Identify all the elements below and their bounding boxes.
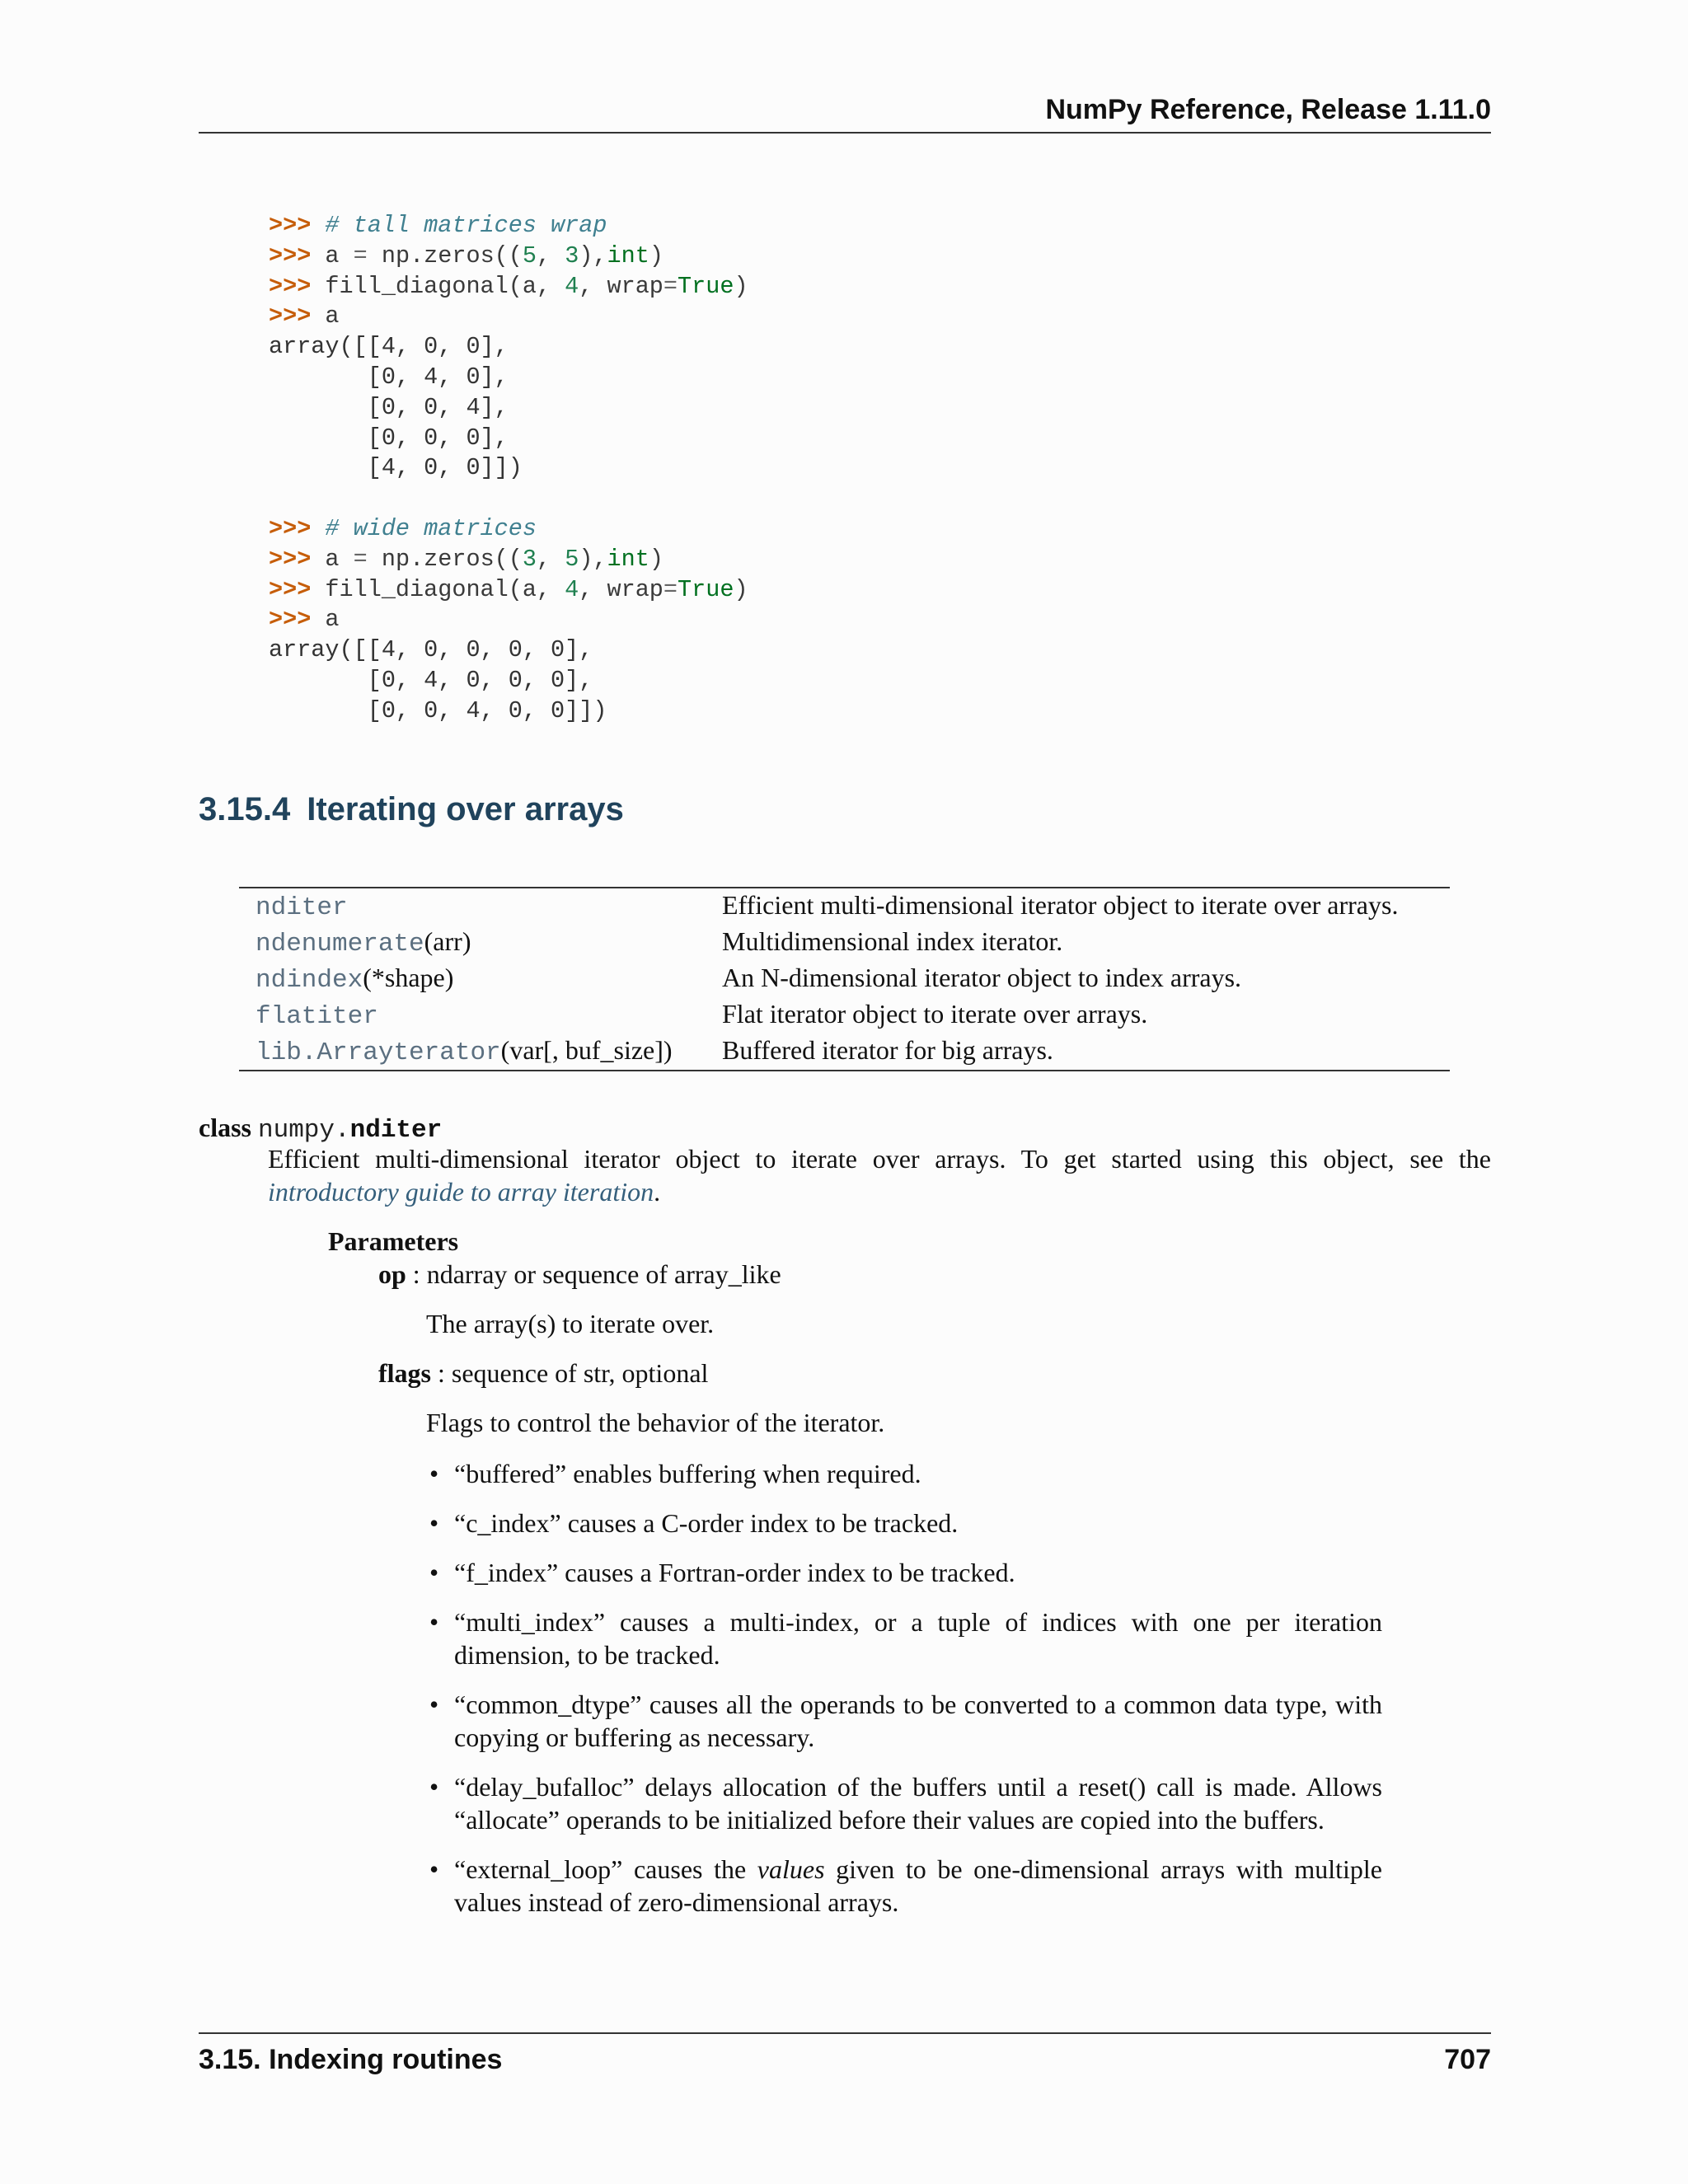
table-cell-name [239,961,722,997]
class-signature [199,1113,442,1145]
class-keyword: class [199,1113,251,1142]
api-link-nditer[interactable]: nditer [256,893,348,922]
code-token: ) [649,545,663,573]
iterator-summary-table [239,887,1450,1071]
code-number: 5 [522,241,537,269]
code-token: , wrap [579,575,663,603]
code-builtin: int [607,545,649,573]
code-token: = [353,545,368,573]
code-token: , wrap [579,272,663,300]
code-token: fill_diagonal(a, [325,272,565,300]
code-prompt: >>> [269,241,312,269]
table-row [239,888,1450,925]
code-token: ) [734,272,748,300]
code-number: 3 [522,545,537,573]
param-op-desc: The array(s) to iterate over. [426,1309,715,1338]
list-item: • “buffered” enables buffering when required. [426,1457,1382,1490]
code-prompt: >>> [269,514,312,542]
code-token: fill_diagonal(a, [325,575,565,603]
list-item-text: given to be one-dimensional arrays with multiple values instead of zero-dimensional arrays. [454,1854,1383,1917]
code-token: ), [579,241,607,269]
param-flags [378,1358,708,1389]
code-builtin: True [678,272,734,300]
list-item: • “multi_index” causes a multi-index, or a tuple of indices with one per iteration dimension, to be tracked. [426,1605,1382,1671]
running-footer [199,2032,1491,2075]
code-token: a [325,241,340,269]
code-prompt: >>> [269,606,312,634]
code-prompt: >>> [269,302,312,330]
code-token: , [537,241,565,269]
param-op [378,1259,781,1290]
running-header [199,92,1491,134]
api-link-ndindex[interactable]: ndindex [256,966,363,995]
api-link-arrayterator[interactable]: lib.Arrayterator [256,1038,501,1067]
api-args: (var[, buf_size]) [500,1035,673,1065]
code-token: ), [579,545,607,573]
class-name: nditer [349,1116,443,1145]
code-token: a [325,606,340,634]
code-number: 4 [565,575,579,603]
section-heading [199,791,624,828]
code-token: , [537,545,565,573]
api-args: (*shape) [363,963,454,992]
param-flags-desc: Flags to control the behavior of the iterator. [426,1408,885,1437]
class-description-text: Efficient multi-dimensional iterator object to iterate over arrays. To get started using this object, see the [268,1144,1491,1174]
class-description-end: . [654,1177,661,1207]
code-token: = [353,241,368,269]
code-comment: # tall matrices wrap [325,212,607,239]
code-token: ) [734,575,748,603]
parameters-heading: Parameters [328,1226,459,1256]
table-row [239,925,1450,961]
code-token: np.zeros(( [381,241,523,269]
code-number: 5 [565,545,579,573]
list-item-emphasis: values [757,1854,825,1884]
table-cell-name [239,925,722,961]
class-description [268,1142,1491,1208]
api-link-flatiter[interactable]: flatiter [256,1002,378,1031]
code-builtin: True [678,575,734,603]
table-cell-desc: Buffered iterator for big arrays. [722,1035,1053,1065]
table-cell-desc: An N-dimensional iterator object to index arrays. [722,963,1242,992]
param-name: op [378,1259,406,1289]
code-prompt: >>> [269,212,312,239]
section-title: Iterating over arrays [307,791,624,827]
code-builtin: int [607,241,649,269]
param-type: : ndarray or sequence of array_like [406,1259,781,1289]
list-item [426,1853,1382,1919]
param-name: flags [378,1358,431,1388]
table-cell-name [239,1033,722,1071]
code-token: ) [649,241,663,269]
footer-section: 3.15. Indexing routines [199,2044,503,2075]
list-item-text: “external_loop” causes the [454,1854,757,1884]
table-row [239,997,1450,1033]
table-cell-desc: Efficient multi-dimensional iterator object to iterate over arrays. [722,890,1399,920]
api-link-ndenumerate[interactable]: ndenumerate [256,930,424,958]
table-cell-desc: Multidimensional index iterator. [722,926,1063,956]
header-title: NumPy Reference, Release 1.11.0 [1045,94,1491,125]
list-item: • “common_dtype” causes all the operands to be converted to a common data type, with copying or buffering as necessary. [426,1688,1382,1754]
param-type: : sequence of str, optional [431,1358,709,1388]
code-example [269,211,748,727]
list-item: • “c_index” causes a C-order index to be tracked. [426,1507,1382,1540]
iteration-guide-link[interactable]: introductory guide to array iteration [268,1177,654,1207]
code-token: = [663,272,678,300]
code-token: np.zeros(( [381,545,523,573]
list-item: • “f_index” causes a Fortran-order index to be tracked. [426,1556,1382,1589]
list-item: • “delay_bufalloc” delays allocation of the buffers until a reset() call is made. Allows “allocate” operands to be initialized before their values are copied into the buffers. [426,1770,1382,1836]
code-comment: # wide matrices [325,514,537,542]
code-output: array([[4, 0, 0], [0, 4, 0], [0, 0, 4], [0, 0, 0], [4, 0, 0]]) [269,333,523,482]
code-token: = [663,575,678,603]
class-module: numpy. [258,1116,350,1145]
section-number: 3.15.4 [199,791,291,827]
table-cell-desc: Flat iterator object to iterate over arrays. [722,999,1148,1029]
table-row [239,1033,1450,1071]
table-cell-name [239,888,722,925]
code-prompt: >>> [269,545,312,573]
code-prompt: >>> [269,272,312,300]
code-output: array([[4, 0, 0, 0, 0], [0, 4, 0, 0, 0], [0, 0, 4, 0, 0]]) [269,636,607,724]
page-number: 707 [1444,2044,1491,2075]
code-number: 4 [565,272,579,300]
api-args: (arr) [424,926,471,956]
code-prompt: >>> [269,575,312,603]
table-cell-name [239,997,722,1033]
flags-list [426,1457,1382,1935]
code-number: 3 [565,241,579,269]
code-token: a [325,302,340,330]
table-row [239,961,1450,997]
code-token: a [325,545,340,573]
